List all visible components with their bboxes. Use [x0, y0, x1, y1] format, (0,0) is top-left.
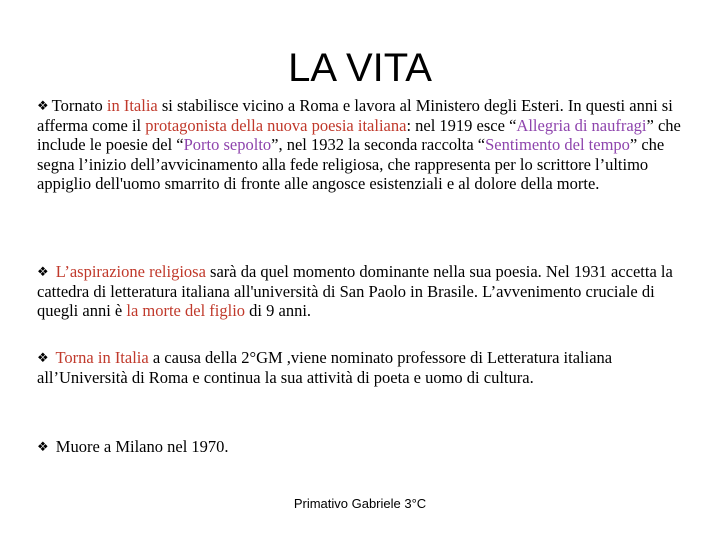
diamond-bullet-icon: ❖: [37, 264, 49, 279]
diamond-bullet-icon: ❖: [37, 98, 49, 113]
paragraph-aspirazione: ❖ L’aspirazione religiosa sarà da quel momento dominante nella sua poesia. Nel 1931 accetta la cattedra di letteratura italiana all'università di San Paolo in Brasile. L’avvenimento cruciale di quegli anni è la morte del figlio di 9 anni.: [37, 262, 673, 321]
paragraph-tornato: ❖ Tornato in Italia si stabilisce vicino a Roma e lavora al Ministero degli Esteri. In questi anni si afferma come il protagonista della nuova poesia italiana: nel 1919 esce “Allegria di naufragi” che include le poesie del “Porto sepolto”, nel 1932 la seconda raccolta “Sentimento del tempo” che segna l’inizio dell’avvicinamento alla fede religiosa, che rappresenta per lo scrittore l’ultimo appiglio dell'uomo smarrito di fronte alle angosce esistenziali e al dolore della morte.: [37, 96, 681, 193]
paragraph-muore: ❖ Muore a Milano nel 1970.: [37, 437, 229, 456]
slide-title: LA VITA: [288, 46, 432, 90]
diamond-bullet-icon: ❖: [37, 439, 49, 454]
diamond-bullet-icon: ❖: [37, 350, 49, 365]
footer-author: Primativo Gabriele 3°C: [293, 496, 427, 511]
paragraph-torna: ❖ Torna in Italia a causa della 2°GM ,viene nominato professore di Letteratura italiana all’Università di Roma e continua la sua attività di poeta e uomo di cultura.: [37, 348, 613, 388]
